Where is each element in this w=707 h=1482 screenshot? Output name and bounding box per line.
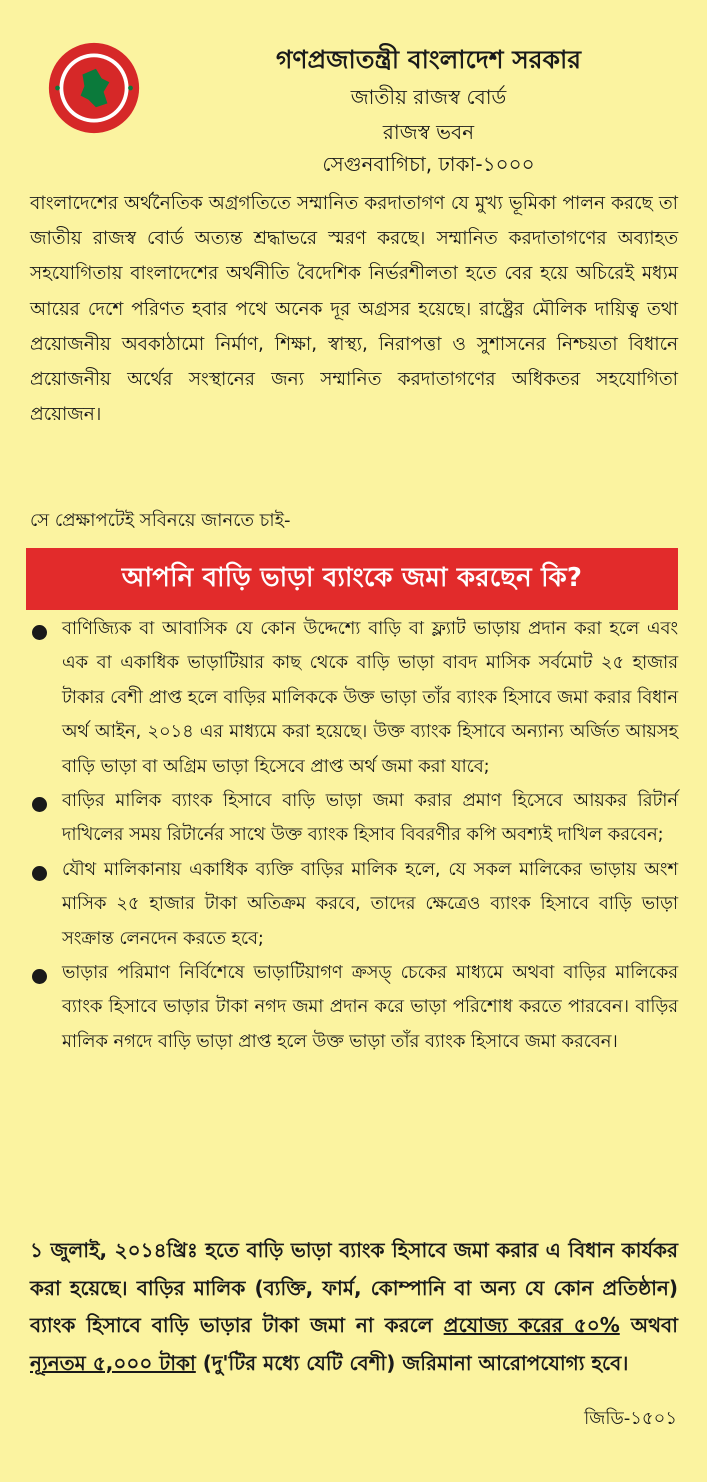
bullet-dot-icon: [32, 797, 47, 812]
board-name: জাতীয় রাজস্ব বোর্ড: [350, 85, 507, 109]
bullet-dot-icon: [32, 625, 47, 640]
address: সেগুনবাগিচা, ঢাকা-১০০০: [322, 152, 535, 176]
list-item: [26, 853, 678, 956]
list-item-text: যৌথ মালিকানায় একাধিক ব্যক্তি বাড়ির মালিক হলে, যে সকল মালিকের ভাড়ায় অংশ মাসিক ২৫ হাজার টাকা অতিক্রম করবে, তাদের ক্ষেত্রেও ব্যাংক হিসাবে বাড়ি ভাড়া সংক্রান্ত লেনদেন করতে হবে;: [62, 858, 678, 949]
list-item: [26, 784, 678, 853]
list-item-text: বাড়ির মালিক ব্যাংক হিসাবে বাড়ি ভাড়া জমা করার প্রমাণ হিসেবে আয়কর রিটার্ন দাখিলের সময় রিটার্নের সাথে উক্ত ব্যাংক হিসাব বিবরণীর কপি অবশ্যই দাখিল করবেন;: [62, 790, 678, 846]
government-title: গণপ্রজাতন্ত্রী বাংলাদেশ সরকার: [276, 45, 581, 74]
list-item-text: ভাড়ার পরিমাণ নির্বিশেষে ভাড়াটিয়াগণ ক্রসড্ চেকের মাধ্যমে অথবা বাড়ির মালিকের ব্যাংক হিসাবে ভাড়ার টাকা নগদ জমা প্রদান করে ভাড়া পরিশোধ করতে পারবেন। বাড়ির মালিক নগদে বাড়ি ভাড়া প্রাপ্ত হলে উক্ত ভাড়া তাঁর ব্যাংক হিসাবে জমা করবেন।: [62, 962, 678, 1052]
header: [0, 0, 707, 180]
bullet-dot-icon: [32, 969, 47, 984]
penalty-notice: [30, 1232, 678, 1382]
gd-code: জিডি-১৫০১: [584, 1408, 677, 1429]
notice-underline-tax-rate: প্রযোজ্য করের ৫০%: [443, 1313, 620, 1337]
bullet-list: [26, 612, 678, 1059]
notice-text-2: অথবা: [619, 1313, 678, 1337]
building-name: রাজস্ব ভবন: [382, 120, 475, 144]
question-banner: আপনি বাড়ি ভাড়া ব্যাংকে জমা করছেন কি?: [26, 548, 678, 610]
government-seal-icon: [46, 40, 142, 136]
intro-invite: সে প্রেক্ষাপটেই সবিনয়ে জানতে চাই-: [30, 510, 291, 531]
notice-text-1: ১ জুলাই, ২০১৪খ্রিঃ হতে বাড়ি ভাড়া ব্যাংক হিসাবে জমা করার এ বিধান কার্যকর করা হয়েছে। বাড়ির মালিক (ব্যক্তি, ফার্ম, কোম্পানি বা অন্য যে কোন প্রতিষ্ঠান) ব্যাংক হিসাবে বাড়ি ভাড়ার টাকা জমা না করলে: [30, 1238, 678, 1337]
intro-paragraph: বাংলাদেশের অর্থনৈতিক অগ্রগতিতে সম্মানিত করদাতাগণ যে মুখ্য ভূমিকা পালন করছে তা জাতীয় রাজস্ব বোর্ড অত্যন্ত শ্রদ্ধাভরে স্মরণ করছে। সম্মানিত করদাতাগণের অব্যাহত সহযোগিতায় বাংলাদেশের অর্থনীতি বৈদেশিক নির্ভরশীলতা হতে বের হয়ে অচিরেই মধ্যম আয়ের দেশে পরিণত হবার পথে অনেক দূর অগ্রসর হয়েছে। রাষ্ট্রের মৌলিক দায়িত্ব তথা প্রয়োজনীয় অবকাঠামো নির্মাণ, শিক্ষা, স্বাস্থ্য, নিরাপত্তা ও সুশাসনের নিশ্চয়তা বিধানে প্রয়োজনীয় অর্থের সংস্থানের জন্য সম্মানিত করদাতাগণের অধিকতর সহযোগিতা প্রয়োজন।: [30, 193, 678, 426]
list-item: [26, 956, 678, 1059]
notice-text-3: (দু'টির মধ্যে যেটি বেশী) জরিমানা আরোপযোগ্য হবে।: [195, 1350, 629, 1375]
bullet-dot-icon: [32, 866, 47, 881]
list-item-text: বাণিজ্যিক বা আবাসিক যে কোন উদ্দেশ্যে বাড়ি বা ফ্ল্যাট ভাড়ায় প্রদান করা হলে এবং এক বা একাধিক ভাড়াটিয়ার কাছ থেকে বাড়ি ভাড়া বাবদ মাসিক সর্বমোট ২৫ হাজার টাকার বেশী প্রাপ্ত হলে বাড়ির মালিককে উক্ত ভাড়া তাঁর ব্যাংক হিসাবে জমা করার বিধান অর্থ আইন, ২০১৪ এর মাধ্যমে করা হয়েছে। উক্ত ব্যাংক হিসাবে অন্যান্য অর্জিত আয়সহ বাড়ি ভাড়া বা অগ্রিম ভাড়া হিসেবে প্রাপ্ত অর্থ জমা করা যাবে;: [62, 618, 678, 777]
notice-underline-minimum: ন্যূনতম ৫,০০০ টাকা: [30, 1350, 196, 1375]
list-item: [26, 612, 678, 784]
